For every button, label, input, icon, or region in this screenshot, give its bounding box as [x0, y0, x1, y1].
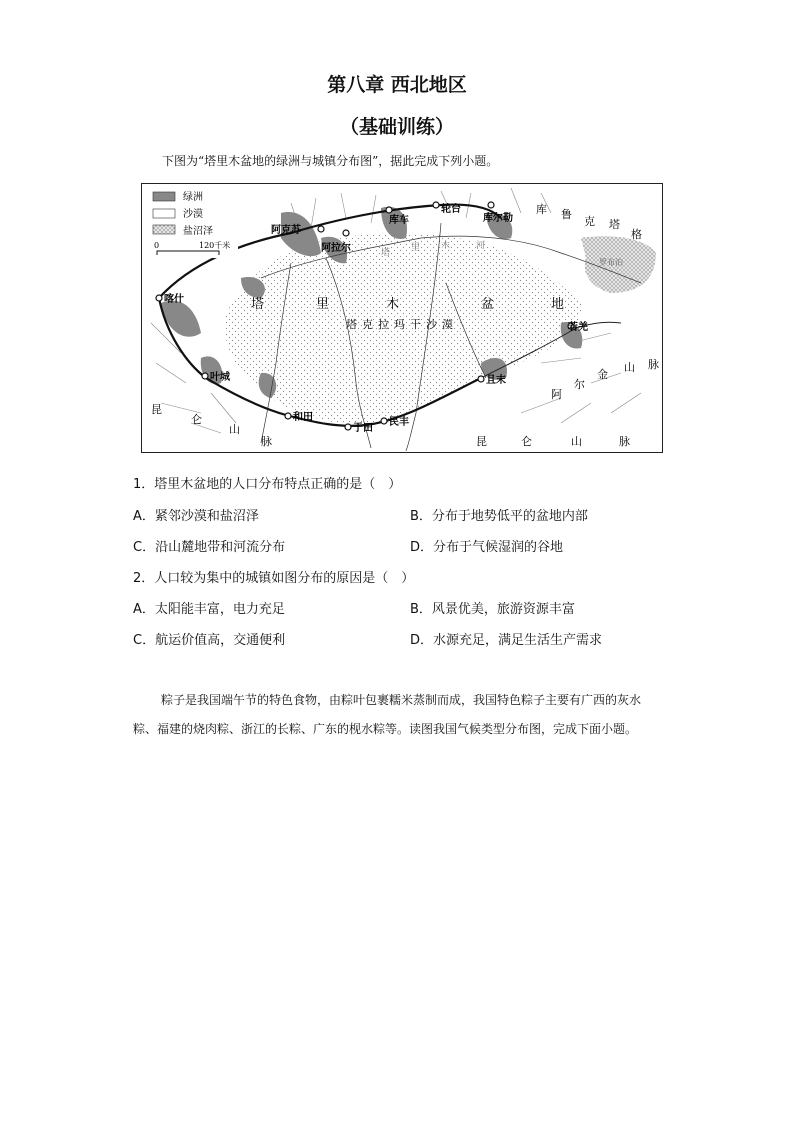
river-char: 河: [476, 241, 486, 251]
city-label: 若羌: [568, 322, 588, 333]
mountain-char: 阿: [551, 388, 562, 401]
city-label: 和田: [293, 412, 313, 423]
mountain-char: 仑: [191, 413, 202, 426]
mountain-char: 库: [536, 203, 547, 216]
city-dot: [488, 202, 494, 208]
city-label: 于田: [353, 423, 373, 434]
q2-option-b: B．风景优美，旅游资源丰富: [410, 602, 575, 617]
city-dot: [478, 376, 484, 382]
q1-option-c: C．沿山麓地带和河流分布: [133, 540, 286, 555]
city-dot: [202, 373, 208, 379]
legend-desert-label: 沙漠: [183, 209, 203, 220]
city-dot: [285, 413, 291, 419]
city-dot: [343, 230, 349, 236]
lop-nur-label: 罗布泊: [599, 258, 623, 267]
mountain-char: 昆: [151, 403, 162, 416]
legend-salt-label: 盐沼泽: [183, 226, 213, 237]
q2-stem: 2．人口较为集中的城镇如图分布的原因是（ ）: [133, 571, 415, 586]
basin-char: 塔: [251, 297, 265, 312]
mountain-char: 山: [229, 423, 240, 436]
legend-salt-swatch: [153, 225, 175, 234]
mountain-char: 昆: [476, 435, 487, 448]
mountain-char: 脉: [619, 435, 630, 448]
q2-option-a: A．太阳能丰富，电力充足: [133, 602, 285, 617]
city-label: 阿拉尔: [321, 243, 351, 254]
q2-option-d: D．水源充足，满足生活生产需求: [410, 633, 603, 648]
city-dot: [318, 226, 324, 232]
mountain-char: 山: [624, 361, 635, 374]
legend-desert-swatch: [153, 209, 175, 218]
mountain-char: 格: [631, 228, 642, 241]
city-dot: [381, 418, 387, 424]
city-label: 喀什: [164, 294, 184, 305]
river-char: 塔: [381, 248, 391, 258]
city-dot: [386, 207, 392, 213]
mountain-char: 脉: [648, 358, 659, 371]
mountain-char: 金: [597, 368, 608, 381]
q1-stem: 1．塔里木盆地的人口分布特点正确的是（ ）: [133, 477, 402, 492]
legend-oasis-swatch: [153, 192, 175, 201]
city-label: 且末: [486, 375, 506, 386]
legend-oasis-label: 绿洲: [183, 192, 203, 203]
mountain-char: 克: [584, 215, 595, 228]
basin-char: 盆: [481, 297, 495, 312]
zongzi-passage: 粽子是我国端午节的特色食物，由粽叶包裹糯米蒸制而成，我国特色粽子主要有广西的灰水粽、福建的烧肉粽、浙江的长粽、广东的枧水粽等。读图我国气候类型分布图，完成下面小题。: [133, 693, 642, 736]
city-label: 轮台: [441, 204, 461, 215]
basin-char: 地: [551, 297, 565, 312]
city-label: 叶城: [210, 372, 230, 383]
page-title: 第八章 西北地区: [327, 74, 467, 96]
mountain-char: 仑: [521, 435, 532, 448]
q1-option-b: B．分布于地势低平的盆地内部: [410, 509, 588, 524]
mountain-char: 鲁: [561, 208, 572, 221]
mountain-char: 塔: [609, 218, 620, 231]
tarim-basin-map: [141, 183, 663, 453]
river-char: 里: [411, 243, 421, 253]
basin-char: 木: [386, 297, 400, 312]
river-char: 木: [441, 241, 451, 251]
scale-zero: 0: [154, 241, 160, 250]
basin-char: 里: [316, 297, 330, 312]
mountain-char: 山: [571, 435, 582, 448]
q2-option-c: C．航运价值高，交通便利: [133, 633, 286, 648]
city-label: 库车: [389, 215, 409, 226]
map-legend: [146, 188, 238, 258]
city-label: 阿克苏: [271, 225, 301, 236]
city-dot: [345, 424, 351, 430]
city-dot: [156, 295, 162, 301]
q1-option-a: A．紧邻沙漠和盐沼泽: [133, 509, 259, 524]
q1-option-d: D．分布于气候湿润的谷地: [410, 540, 564, 555]
city-label: 库尔勒: [483, 213, 513, 224]
map-intro: 下图为“塔里木盆地的绿洲与城镇分布图”，据此完成下列小题。: [162, 154, 499, 168]
mountain-char: 脉: [261, 435, 272, 448]
mountain-char: 尔: [574, 378, 585, 391]
city-dot: [433, 202, 439, 208]
scale-label: 120千米: [199, 241, 231, 250]
desert-label: 塔克拉玛干沙漠: [346, 318, 458, 331]
page-subtitle: （基础训练）: [339, 116, 454, 138]
city-label: 民丰: [389, 417, 409, 428]
